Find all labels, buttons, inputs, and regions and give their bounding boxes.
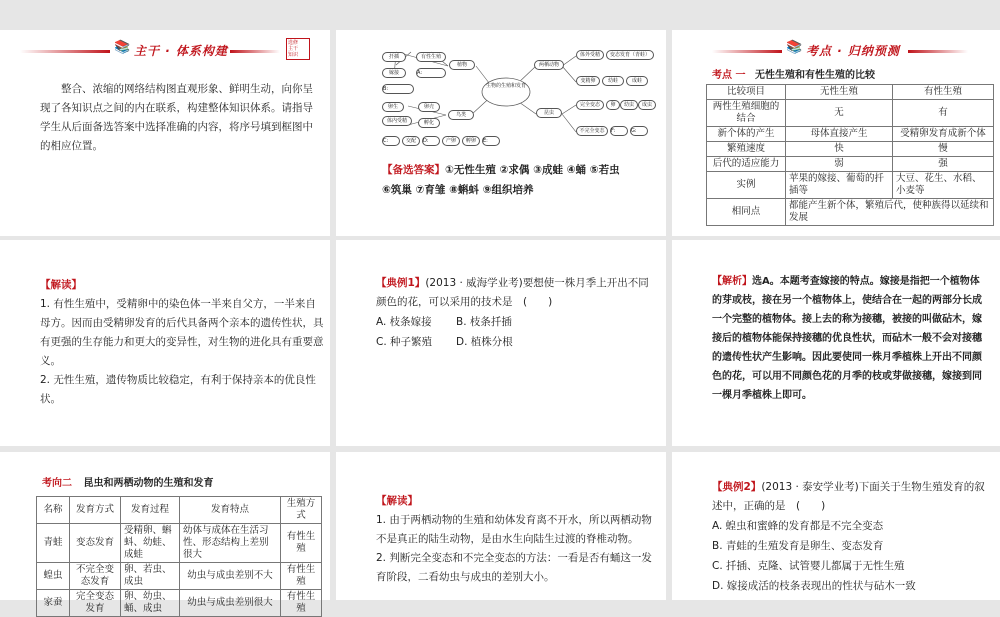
option-d[interactable]: D. 植株分根 — [456, 336, 513, 348]
node-blank-a: A: — [416, 68, 446, 78]
analysis-body: 选A。本题考查嫁接的特点。嫁接是指把一个植物体的芽或枝，接在另一个植物体上，使结合在一起的两部分长成一个完整的植物体。接上去的称为接穗，被接的叫做砧木，嫁接后的植物体能保持接穗的优良性状，而砧木一般不会对接穗的遗传性状产生影响。因此要使同一株月季植株上开出不同颜色的花，可以用不同颜色花的月季的枝或芽做接穗，嫁接到同一棵月季植株上即可。 — [712, 276, 982, 401]
node-graft: 嫁接 — [382, 68, 406, 78]
node-blank-g: G: — [630, 126, 648, 136]
answer-line-1: ①无性生殖 ②求偶 ③成蛙 ④蛹 ⑤若虫 — [445, 164, 620, 176]
node-incubate: 孵卵 — [462, 136, 480, 146]
node-eggshell: 卵壳 — [418, 102, 440, 112]
interpretation-label: 【解读】 — [40, 279, 82, 291]
section-title: 昆虫和两栖动物的生殖和发育 — [83, 478, 214, 489]
example-label: 【典例2】 — [712, 481, 762, 493]
option-b[interactable]: B. 青蛙的生殖发育是卵生、变态发育 — [712, 540, 884, 552]
question-body: (2013 · 泰安学业考)下面关于生物生殖发育的叙述中，正确的是 ( ) — [712, 481, 985, 512]
node-oviparous: 卵生 — [382, 102, 404, 112]
slide-analysis-1[interactable] — [672, 240, 1000, 446]
node-animal-bird: 鸟类 — [448, 110, 474, 120]
section-heading — [42, 474, 213, 489]
slide-example-2[interactable] — [672, 452, 1000, 600]
question-body: (2013 · 威海学业考)要想使一株月季上开出不同颜色的花，可以采用的技术是 ( ) — [376, 277, 649, 308]
interpretation-p2: 2. 判断完全变态和不完全变态的方法：一看是否有蛹这一发育阶段，二看幼虫与成虫的差别大小。 — [376, 552, 652, 583]
option-a[interactable]: A. 蝗虫和蜜蜂的发育都是不完全变态 — [712, 520, 884, 532]
table-header: 无性生殖 — [786, 85, 893, 100]
node-center: 生物的生殖和发育 — [486, 83, 527, 89]
answer-options — [382, 160, 662, 200]
answer-label: 【备选答案】 — [382, 164, 445, 176]
analysis-text — [712, 272, 988, 405]
interpretation-label: 【解读】 — [376, 495, 418, 507]
node-cutting: 扦插 — [382, 52, 406, 62]
table-row: 两性生殖细胞的结合 无 有 — [707, 100, 994, 127]
table-header: 名称 — [37, 497, 70, 524]
option-a[interactable]: A. 枝条嫁接 — [376, 316, 432, 328]
node-adult-insect: 成虫 — [638, 100, 656, 110]
example-label: 【典例1】 — [376, 277, 426, 289]
banner-line-right — [230, 50, 280, 53]
section-label: 考向二 — [42, 478, 72, 489]
table-row: 蝗虫 不完全变态发育 卵、若虫、成虫 幼虫与成虫差别不大 有性生殖 — [37, 563, 322, 590]
node-hatch: 孵化 — [418, 118, 440, 128]
section-heading — [712, 66, 875, 81]
table-header: 生殖方式 — [281, 497, 322, 524]
node-external-fert: 体外受精 — [576, 50, 604, 60]
banner-line-right — [908, 50, 968, 53]
node-adult-frog: 成蛙 — [626, 76, 648, 86]
table-row: 实例 苹果的嫁接、葡萄的扦插等 大豆、花生、水稻、小麦等 — [707, 172, 994, 199]
table-header: 发育方式 — [70, 497, 121, 524]
table-row: 新个体的产生 母体直接产生 受精卵发育成新个体 — [707, 127, 994, 142]
section-title: 无性生殖和有性生殖的比较 — [754, 70, 875, 81]
node-egg: 卵 — [606, 100, 620, 110]
interpretation-p2: 2. 无性生殖，遗传物质比较稳定，有利于保持亲本的优良性状。 — [40, 374, 316, 405]
section-label: 考点 一 — [712, 70, 746, 81]
node-blank-b: B: — [382, 84, 414, 94]
node-amphibian: 两栖动物 — [534, 60, 564, 70]
slide-title: 主干 · 体系构建 — [134, 44, 228, 58]
table-header: 发育特点 — [180, 497, 281, 524]
table-row: 繁殖速度 快 慢 — [707, 142, 994, 157]
node-complete-meta: 完全变态 — [576, 100, 604, 110]
table-header: 有性生殖 — [893, 85, 994, 100]
option-d[interactable]: D. 嫁接成活的枝条表现出的性状与砧木一致 — [712, 580, 916, 592]
book-icon: 📚 — [786, 40, 803, 55]
table-row: 青蛙 变态发育 受精卵、蝌蚪、幼蛙、成蛙 幼体与成体在生活习性、形态结构上差别很大 有性生殖 — [37, 524, 322, 563]
question-text — [376, 274, 658, 312]
node-blank-c: C: — [382, 136, 400, 146]
slide-title: 考点 · 归纳预测 — [806, 44, 900, 58]
corner-stamp: 选修 主干 知识 — [286, 38, 310, 60]
option-c[interactable]: C. 种子繁殖 — [376, 336, 433, 348]
question-text — [712, 478, 990, 516]
node-fert-egg: 变精卵 — [576, 76, 600, 86]
table-row: 后代的适应能力 弱 强 — [707, 157, 994, 172]
comparison-table — [706, 84, 994, 226]
node-blank-d: D: — [422, 136, 440, 146]
answer-line-2: ⑥筑巢 ⑦育雏 ⑧蝌蚪 ⑨组织培养 — [382, 184, 534, 196]
banner-line-left — [20, 50, 110, 53]
interpretation-p1: 1. 有性生殖中，受精卵中的染色体一半来自父方，一半来自母方。因而由受精卵发育的后代具备两个亲本的遗传性状，具有更强的生存能力和更大的变异性，对生物的进化具有重要意义。 — [40, 298, 324, 367]
node-incomplete-meta: 不完全变态 — [576, 126, 608, 136]
table-row: 相同点 都能产生新个体，繁殖后代，使种族得以延续和发展 — [707, 199, 994, 226]
node-blank-e: E: — [482, 136, 500, 146]
option-b[interactable]: B. 枝条扦插 — [456, 316, 512, 328]
node-insect: 昆虫 — [536, 108, 562, 118]
slide-example-1[interactable] — [336, 240, 666, 446]
node-sexual: 有性生殖 — [416, 52, 446, 62]
node-plant: 植物 — [449, 60, 475, 70]
slide-system-construction[interactable] — [0, 30, 330, 236]
banner-line-left — [712, 50, 782, 53]
table-header: 比较项目 — [707, 85, 786, 100]
slide-interpretation-2[interactable] — [336, 452, 666, 600]
interpretation-p1: 1. 由于两栖动物的生殖和幼体发育离不开水，所以两栖动物不是真正的陆生动物，是由水生向陆生过渡的脊椎动物。 — [376, 514, 652, 545]
interpretation-block — [376, 492, 658, 587]
development-table — [36, 496, 322, 617]
node-mating: 交配 — [402, 136, 420, 146]
node-larva: 幼虫 — [620, 100, 638, 110]
book-icon: 📚 — [114, 40, 131, 55]
slide-key-points[interactable] — [672, 30, 1000, 236]
analysis-label: 【解析】 — [712, 276, 752, 287]
node-metamorphosis-frog: 变态发育（青蛙） — [606, 50, 654, 60]
slide-concept-map[interactable] — [336, 30, 666, 236]
node-young-frog: 幼蛙 — [602, 76, 624, 86]
node-internal-fert: 体内受精 — [382, 116, 412, 126]
option-c[interactable]: C. 扦插、克隆、试管婴儿都属于无性生殖 — [712, 560, 905, 572]
table-row: 家蚕 完全变态发育 卵、幼虫、蛹、成虫 幼虫与成虫差别很大 有性生殖 — [37, 590, 322, 617]
node-lay-eggs: 产卵 — [442, 136, 460, 146]
node-blank-f: F: — [610, 126, 628, 136]
slide-insect-amphibian[interactable] — [0, 452, 330, 614]
intro-text: 整合、浓缩的网络结构图直观形象、鲜明生动，向你呈现了各知识点之间的内在联系，构建整体知识体系。请指导学生从后面备选答案中选择准确的内容，将序号填到框图中的相应位置。 — [40, 83, 313, 152]
table-header: 发育过程 — [121, 497, 180, 524]
interpretation-block — [40, 276, 324, 409]
slide-interpretation-1[interactable] — [0, 240, 330, 446]
